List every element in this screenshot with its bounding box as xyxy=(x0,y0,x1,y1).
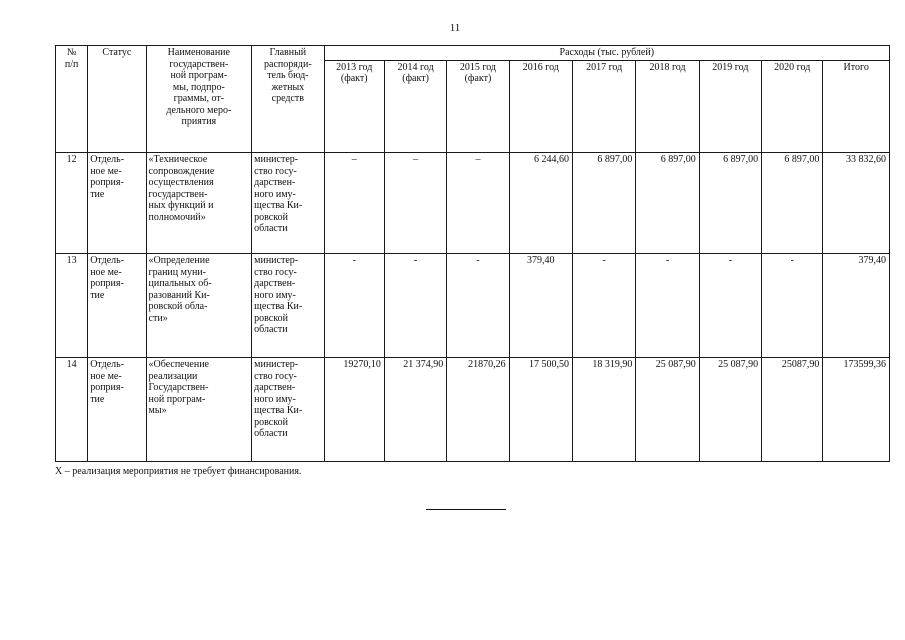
row-manager: министер- ство госу- дарствен- ного иму- щества Ки- ровской области xyxy=(252,358,324,462)
page-number: 11 xyxy=(449,22,461,34)
row-total: 173599,36 xyxy=(823,358,890,462)
header-num: № п/п xyxy=(56,46,88,153)
header-total: Итого xyxy=(823,60,890,153)
row-name: «Обеспечение реализации Государствен- ной програм- мы» xyxy=(146,358,252,462)
row-manager: министер- ство госу- дарствен- ного иму- щества Ки- ровской области xyxy=(252,254,324,358)
row-value: - xyxy=(384,254,446,358)
footnote: Х – реализация мероприятия не требует финансирования. xyxy=(55,466,302,477)
row-value: 6 897,00 xyxy=(636,153,699,254)
row-value: - xyxy=(762,254,823,358)
header-year: 2013 год (факт) xyxy=(324,60,384,153)
header-year: 2017 год xyxy=(572,60,635,153)
row-manager: министер- ство госу- дарствен- ного иму- щества Ки- ровской области xyxy=(252,153,324,254)
table-row xyxy=(56,254,890,358)
header-status: Статус xyxy=(88,46,146,153)
row-name: «Техническое сопровождение осуществления государствен- ных функций и полномочий» xyxy=(146,153,252,254)
row-value: 379,40 xyxy=(509,254,572,358)
header-year: 2015 год (факт) xyxy=(447,60,509,153)
row-value: - xyxy=(572,254,635,358)
row-num: 13 xyxy=(56,254,88,358)
row-value: – xyxy=(384,153,446,254)
header-year: 2018 год xyxy=(636,60,699,153)
row-status: Отдель- ное ме- роприя- тие xyxy=(88,254,146,358)
header-manager: Главный распоряди- тель бюд- жетных средств xyxy=(252,46,324,153)
row-value: 25087,90 xyxy=(762,358,823,462)
header-name: Наименование государствен- ной програм- мы, подпро- граммы, от- дельного меро- приятия xyxy=(146,46,252,153)
row-value: 6 897,00 xyxy=(762,153,823,254)
budget-table xyxy=(55,45,890,462)
header-year: 2019 год xyxy=(699,60,761,153)
row-value: - xyxy=(324,254,384,358)
row-total: 33 832,60 xyxy=(823,153,890,254)
row-value: 21 374,90 xyxy=(384,358,446,462)
header-year: 2020 год xyxy=(762,60,823,153)
row-value: 19270,10 xyxy=(324,358,384,462)
header-year: 2016 год xyxy=(509,60,572,153)
header-expenses: Расходы (тыс. рублей) xyxy=(324,46,889,61)
row-value: 25 087,90 xyxy=(636,358,699,462)
row-value: - xyxy=(636,254,699,358)
row-value: 18 319,90 xyxy=(572,358,635,462)
row-value: – xyxy=(447,153,509,254)
table-row xyxy=(56,358,890,462)
row-num: 14 xyxy=(56,358,88,462)
row-value: 6 897,00 xyxy=(699,153,761,254)
row-status: Отдель- ное ме- роприя- тие xyxy=(88,358,146,462)
row-total: 379,40 xyxy=(823,254,890,358)
table-header xyxy=(56,46,890,153)
closing-rule xyxy=(426,509,506,510)
row-num: 12 xyxy=(56,153,88,254)
row-value: - xyxy=(447,254,509,358)
table-row xyxy=(56,153,890,254)
header-year: 2014 год (факт) xyxy=(384,60,446,153)
row-status: Отдель- ное ме- роприя- тие xyxy=(88,153,146,254)
row-value: 6 897,00 xyxy=(572,153,635,254)
row-name: «Определение границ муни- ципальных об- разований Ки- ровской обла- сти» xyxy=(146,254,252,358)
row-value: 17 500,50 xyxy=(509,358,572,462)
row-value: - xyxy=(699,254,761,358)
row-value: – xyxy=(324,153,384,254)
row-value: 21870,26 xyxy=(447,358,509,462)
row-value: 6 244,60 xyxy=(509,153,572,254)
row-value: 25 087,90 xyxy=(699,358,761,462)
